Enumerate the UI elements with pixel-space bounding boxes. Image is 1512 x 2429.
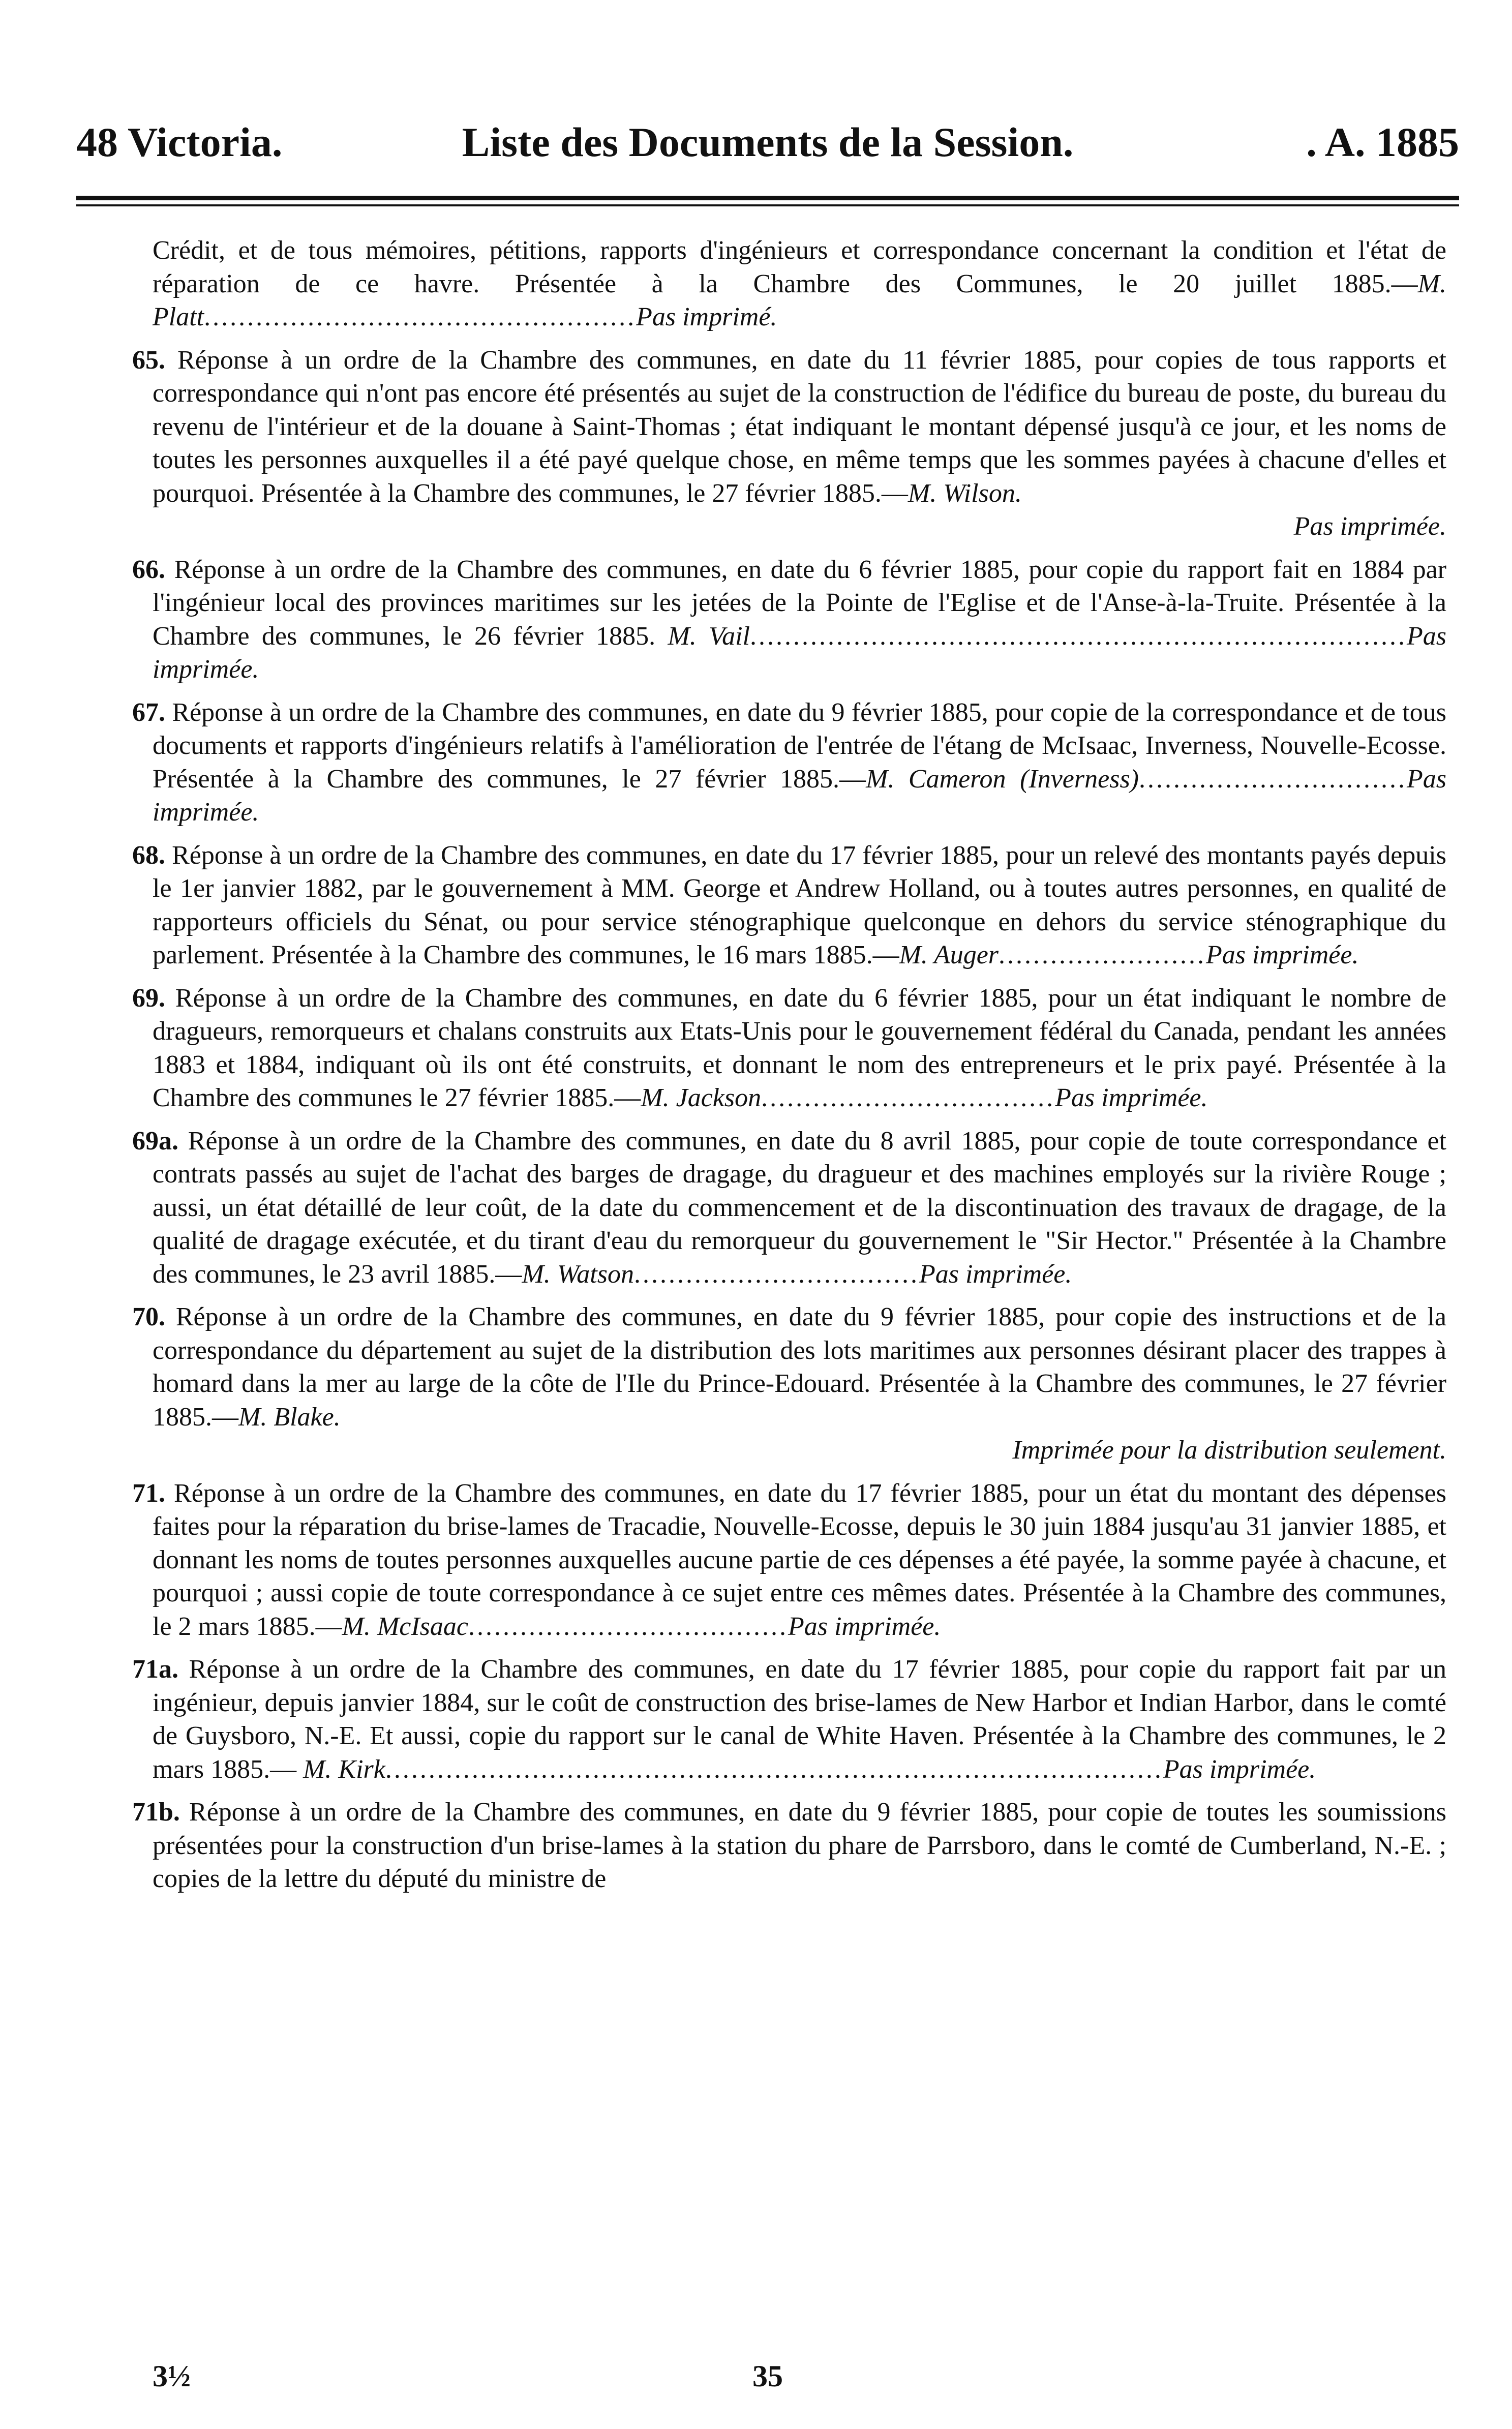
entry-member: M. Kirk xyxy=(303,1754,385,1784)
entry-number: 66 . xyxy=(132,555,174,584)
page-header xyxy=(76,114,1459,170)
entry-text: Crédit, et de tous mémoires, pétitions, rapports d'ingénieurs et correspondance concernant la condition et l'état de réparation de ce havre. Présentée à la Chambre des Communes, le 20 juillet 1885.— xyxy=(153,236,1446,298)
entry-text: Réponse à un ordre de la Chambre des communes, en date du 8 avril 1885, pour copie de toute correspondance et contrats passés au sujet de l'achat des barges de dragage, du dragueur et des machines employés sur la rivière Rouge ; aussi, un état détaillé de leur coût, de la date du commencement et de la discontinuation des travaux de dragage, de la qualité de dragage exécutée, et du tirant d'eau du remorqueur du gouvernement le "Sir Hector." Présentée à la Chambre des communes, le 23 avril 1885.— xyxy=(153,1126,1447,1289)
entry-text: Réponse à un ordre de la Chambre des communes, en date du 9 février 1885, pour copie de toutes les soumissions présentées pour la construction d'un brise-lames à la station du phare de Parrsboro, dans le comté de Cumberland, N.-E. ; copies de la lettre du député du ministre de xyxy=(153,1798,1446,1893)
leader-dots: .................................................. xyxy=(204,302,637,331)
page-number: 35 xyxy=(752,2359,783,2393)
leader-dots: ........................ xyxy=(999,940,1206,969)
document-entry-68 xyxy=(132,839,1446,972)
entry-status: Pas imprimée. xyxy=(153,764,1446,827)
entry-text: Réponse à un ordre de la Chambre des communes, en date du 17 février 1885, pour copie du rapport fait par un ingénieur, depuis janvier 1884, sur le coût de construction des brise-lames de New Harbor et Indian Harbor, dans le comté de Guysboro, N.-E. Et aussi, copie du rapport sur le canal de White Haven. Présentée à la Chambre des communes, le 2 mars 1885.— xyxy=(153,1655,1446,1784)
entry-member: M. Cameron (Inverness) xyxy=(866,764,1139,794)
entry-status: Pas imprimée. xyxy=(788,1612,941,1641)
entry-text: Réponse à un ordre de la Chambre des communes, en date du 6 février 1885, pour copie du rapport fait en 1884 par l'ingénieur local des provinces maritimes sur les jetées de la Pointe de l'Eglise et de l'Anse-à-la-Truite. Présentée à la Chambre des communes, le 26 février 1885. xyxy=(153,555,1446,651)
leader-dots: ..................................... xyxy=(468,1612,788,1641)
entry-number: 68 . xyxy=(132,841,172,870)
entry-member: M. Blake. xyxy=(238,1402,341,1432)
entry-status: Imprimée pour la distribution seulement. xyxy=(1012,1436,1446,1465)
document-entry-67 xyxy=(132,696,1446,829)
header-year: . A. 1885 xyxy=(1306,119,1459,165)
entry-status: Pas imprimée. xyxy=(1055,1083,1208,1112)
header-rule-thick xyxy=(76,196,1459,200)
entry-status: Pas imprimé. xyxy=(636,302,777,331)
entry-member: M. Wilson. xyxy=(908,478,1022,508)
document-entry-69a xyxy=(132,1125,1446,1291)
leader-dots: ................................. xyxy=(633,1259,919,1289)
leader-dots: .................................. xyxy=(761,1083,1055,1112)
entry-status: Pas imprimée. xyxy=(1293,512,1446,541)
entry-text: Réponse à un ordre de la Chambre des communes, en date du 9 février 1885, pour copie de la correspondance et de tous documents et rapports d'ingénieurs relatifs à l'amélioration de l'entrée de l'étang de McIsaac, Inverness, Nouvelle-Ecosse. Présentée à la Chambre des communes, le 27 février 1885.— xyxy=(153,697,1447,794)
document-entry-65 xyxy=(132,344,1446,543)
entry-member: M. Vail xyxy=(668,621,750,651)
document-entry-69 xyxy=(132,982,1446,1115)
leader-dots: ............................... xyxy=(1139,764,1407,794)
entry-number: 71b . xyxy=(132,1798,189,1827)
entry-status: Pas imprimée. xyxy=(1206,940,1359,969)
entry-number: 69 . xyxy=(132,984,175,1013)
entry-member: M. Watson xyxy=(522,1259,634,1289)
entry-number: 70 . xyxy=(132,1302,176,1331)
entry-number: 71 . xyxy=(132,1479,174,1508)
entry-text: Réponse à un ordre de la Chambre des communes, en date du 9 février 1885, pour copie des instructions et de la correspondance du département au sujet de la distribution des lots maritimes aux personnes désirant placer des trappes à homard dans la mer au large de la côte de l'Ile du Prince-Edouard. Présentée à la Chambre des communes, le 27 février 1885.— xyxy=(153,1302,1446,1432)
document-entry-66 xyxy=(132,553,1446,686)
entry-text: Réponse à un ordre de la Chambre des communes, en date du 11 février 1885, pour copies de tous rapports et correspondance qui n'ont pas encore été présentés au sujet de la construction de l'édifice du bureau de poste, du bureau du revenu de l'intérieur et de la douane à Saint-Thomas ; état indiquant le montant dépensé jusqu'à ce jour, et les noms de toutes les personnes auxquelles il a été payé quelque chose, en même temps que les sommes payées à chacune d'elles et pourquoi. Présentée à la Chambre des communes, le 27 février 1885.— xyxy=(153,345,1447,508)
entry-member: M. Platt xyxy=(153,269,1446,331)
entry-number: 69a . xyxy=(132,1127,188,1156)
entry-text: Réponse à un ordre de la Chambre des communes, en date du 17 février 1885, pour un relevé des montants payés depuis le 1er janvier 1882, par le gouvernement à MM. George et Andrew Holland, ou à toutes autres personnes, en qualité de rapporteurs officiels du Sénat, ou pour service sténographique quelconque en dehors du service sténographique du parlement. Présentée à la Chambre des communes, le 16 mars 1885.— xyxy=(153,840,1446,969)
document-entry-continued xyxy=(132,234,1446,334)
document-entry-71b xyxy=(132,1796,1446,1896)
document-entry-70 xyxy=(132,1300,1446,1467)
entry-status: Pas imprimée. xyxy=(153,621,1446,684)
leader-dots: ............................................................................ xyxy=(750,621,1407,651)
document-list xyxy=(132,234,1446,1905)
document-entry-71a xyxy=(132,1653,1446,1786)
page-footer xyxy=(153,2359,1464,2400)
entry-member: M. Jackson xyxy=(641,1083,762,1112)
header-title: Liste des Documents de la Session. xyxy=(462,119,1074,165)
entry-status: Pas imprimée. xyxy=(919,1259,1072,1289)
entry-number: 65 . xyxy=(132,346,177,375)
entry-number: 67 . xyxy=(132,698,172,727)
header-rule-thin xyxy=(76,204,1459,206)
entry-number: 71a . xyxy=(132,1655,189,1684)
document-entry-71 xyxy=(132,1477,1446,1644)
entry-text: Réponse à un ordre de la Chambre des communes, en date du 6 février 1885, pour un état indiquant le nombre de dragueurs, remorqueurs et chalans construits aux Etats-Unis pour le gouvernement fédéral du Canada, pendant les années 1883 et 1884, indiquant où ils ont été construits, et donnant le nom des entrepreneurs et le prix payé. Présentée à la Chambre des communes le 27 février 1885.— xyxy=(153,983,1447,1112)
entry-member: M. McIsaac xyxy=(342,1612,468,1641)
entry-text: Réponse à un ordre de la Chambre des communes, en date du 17 février 1885, pour un état du montant des dépenses faites pour la réparation du brise-lames de Tracadie, Nouvelle-Ecosse, depuis le 30 juin 1884 jusqu'au 31 janvier 1885, et donnant les noms de toutes personnes auxquelles aucune partie de ces dépenses a été payée, la somme payée à chacune, et pourquoi ; aussi copie de toute correspondance à ce sujet entre ces mêmes dates. Présentée à la Chambre des communes, le 2 mars 1885.— xyxy=(153,1478,1447,1641)
entry-member: M. Auger xyxy=(899,940,999,969)
entry-status: Pas imprimée. xyxy=(1163,1754,1316,1784)
signature-mark: 3½ xyxy=(153,2359,191,2393)
header-regnal-year: 48 Victoria. xyxy=(76,119,283,165)
leader-dots: .......................................................................................... xyxy=(385,1754,1163,1784)
